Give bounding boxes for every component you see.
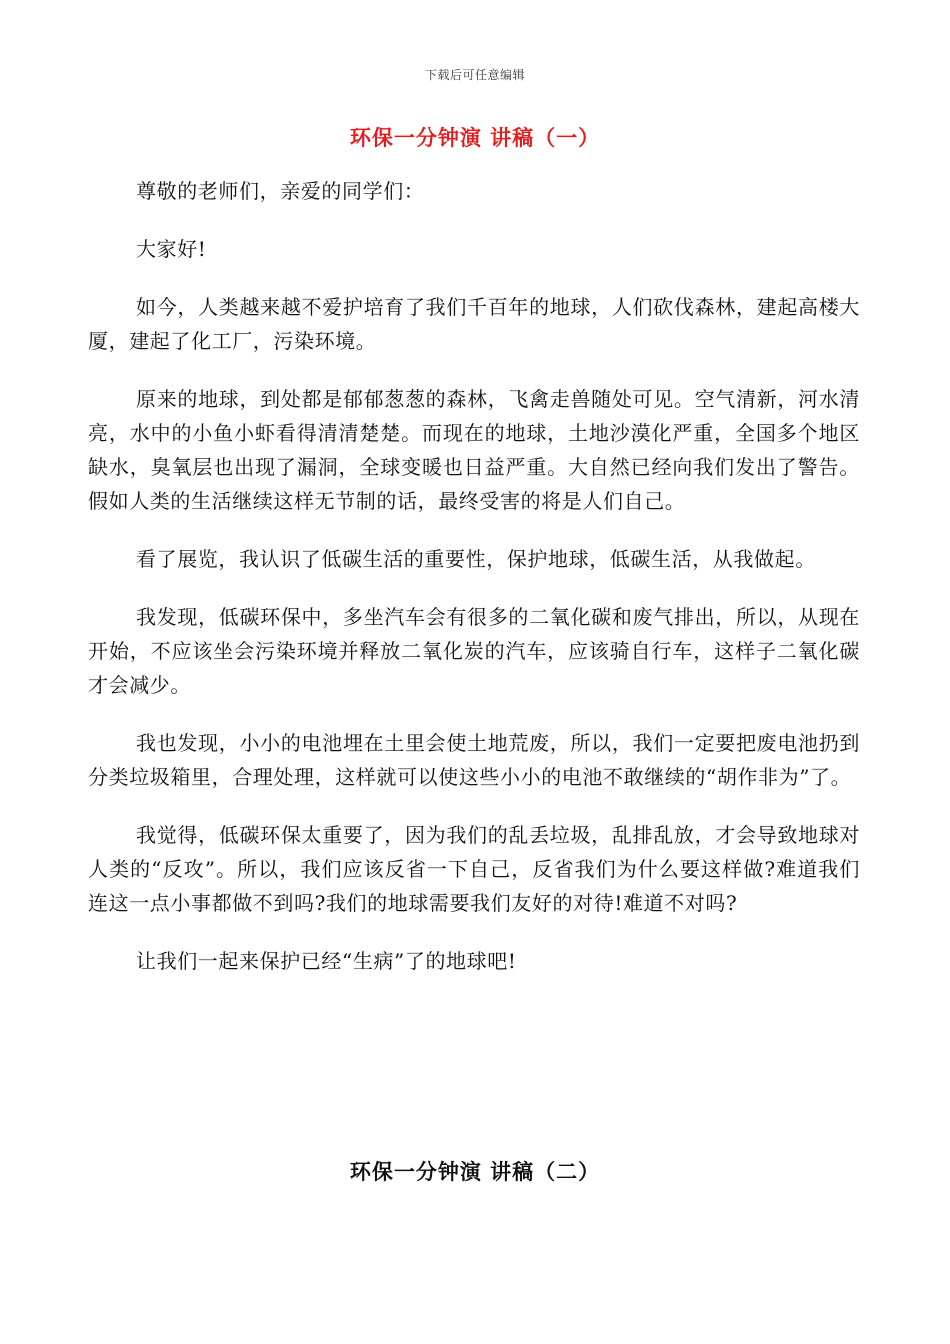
closing-line: 让我们一起来保护已经“生病”了的地球吧! — [136, 949, 517, 973]
speech-title-two: 环保一分钟演 讲稿（二） — [349, 1159, 601, 1184]
paragraph: 如今，人类越来越不爱护培育了我们千百年的地球，人们砍伐森林，建起高楼大厦，建起了化工厂，污染环境。 — [88, 295, 860, 353]
greeting: 大家好! — [136, 237, 207, 261]
speech-title-one: 环保一分钟演 讲稿（一） — [349, 125, 601, 150]
paragraph: 我也发现，小小的电池埋在土里会使土地荒废，所以，我们一定要把废电池扔到分类垃圾箱里，合理处理，这样就可以使这些小小的电池不敢继续的“胡作非为”了。 — [88, 731, 860, 789]
salutation: 尊敬的老师们，亲爱的同学们： — [136, 179, 425, 203]
paragraph: 看了展览，我认识了低碳生活的重要性，保护地球，低碳生活，从我做起。 — [136, 547, 816, 571]
speech-body — [88, 174, 860, 1002]
paragraph: 我觉得，低碳环保太重要了，因为我们的乱丢垃圾，乱排乱放，才会导致地球对人类的“反攻”。所以，我们应该反省一下自己，反省我们为什么要这样做?难道我们连这一点小事都做不到吗?我们的地球需要我们友好的对待!难道不对吗? — [88, 823, 860, 915]
page-header-note: 下载后可任意编辑 — [424, 68, 525, 82]
paragraph: 我发现，低碳环保中，多坐汽车会有很多的二氧化碳和废气排出，所以，从现在开始，不应该坐会污染环境并释放二氧化炭的汽车，应该骑自行车，这样子二氧化碳才会减少。 — [88, 605, 860, 697]
paragraph: 原来的地球，到处都是郁郁葱葱的森林，飞禽走兽随处可见。空气清新，河水清亮，水中的小鱼小虾看得清清楚楚。而现在的地球，土地沙漠化严重，全国多个地区缺水，臭氧层也出现了漏洞，全球变暖也日益严重。大自然已经向我们发出了警告。假如人类的生活继续这样无节制的话，最终受害的将是人们自己。 — [88, 387, 860, 513]
